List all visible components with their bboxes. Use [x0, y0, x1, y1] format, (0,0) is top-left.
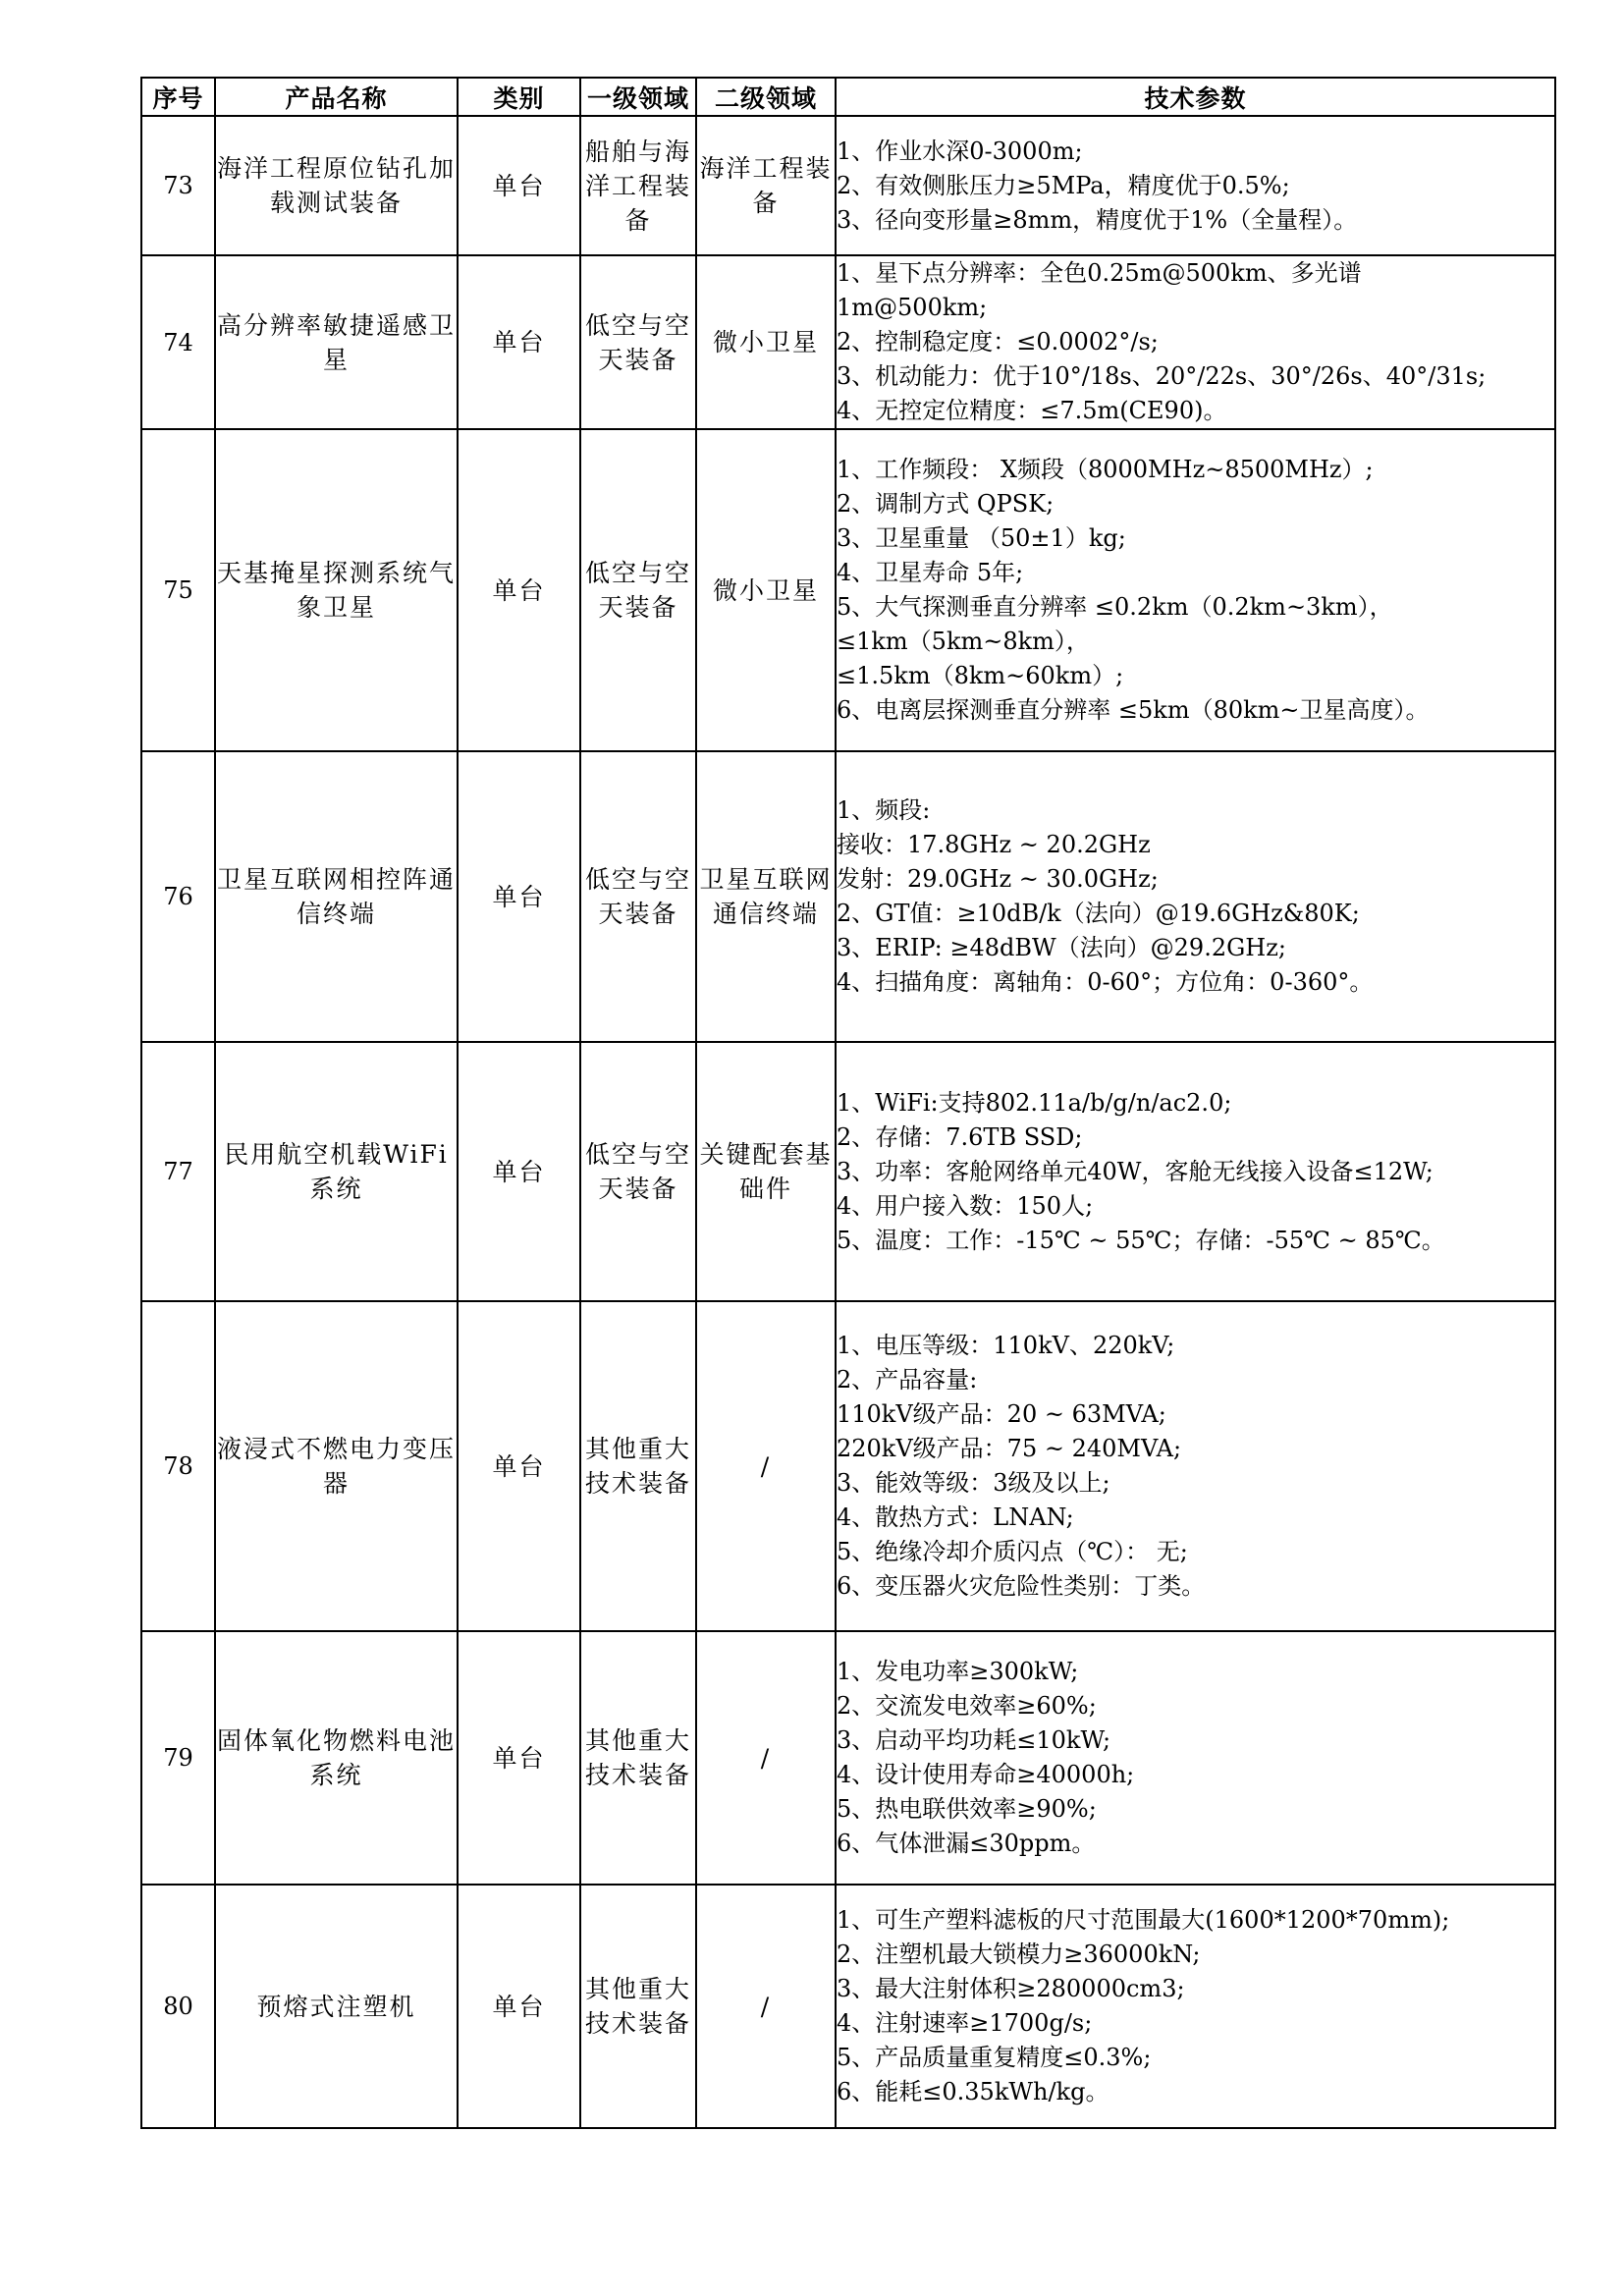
spec-line: 1、电压等级：110kV、220kV; [837, 1332, 1175, 1359]
tech-params [836, 1885, 1555, 2128]
product-name: 预熔式注塑机 [215, 1885, 458, 2128]
tech-params [836, 751, 1555, 1042]
product-name: 天基掩星探测系统气象卫星 [215, 429, 458, 751]
spec-line: 5、温度：工作：-15℃ ~ 55℃；存储：-55℃ ~ 85℃。 [837, 1226, 1445, 1254]
row-number: 77 [141, 1042, 215, 1301]
category: 单台 [458, 1631, 580, 1885]
header-level2-domain: 二级领域 [696, 78, 836, 116]
category: 单台 [458, 751, 580, 1042]
level1-domain: 其他重大技术装备 [580, 1631, 696, 1885]
tech-params [836, 429, 1555, 751]
level1-domain: 其他重大技术装备 [580, 1301, 696, 1631]
spec-line: 2、GT值：≥10dB/k（法向）@19.6GHz&80K; [837, 900, 1360, 927]
category: 单台 [458, 116, 580, 255]
category: 单台 [458, 1042, 580, 1301]
spec-line: 2、控制稳定度：≤0.0002°/s; [837, 328, 1159, 355]
level2-domain: 卫星互联网通信终端 [696, 751, 836, 1042]
product-table [140, 77, 1556, 2129]
spec-line: 接收：17.8GHz ~ 20.2GHz [837, 831, 1151, 858]
level2-domain: / [696, 1631, 836, 1885]
spec-line: 2、有效侧胀压力≥5MPa，精度优于0.5%; [837, 171, 1290, 199]
category: 单台 [458, 429, 580, 751]
table-row [141, 255, 1555, 429]
table-header-row [141, 78, 1555, 116]
spec-line: 6、变压器火灾危险性类别：丁类。 [837, 1572, 1206, 1600]
spec-line: 2、存储：7.6TB SSD; [837, 1122, 1083, 1151]
spec-line: 3、最大注射体积≥280000cm3; [837, 1975, 1185, 2002]
level2-domain: / [696, 1885, 836, 2128]
spec-line: 3、ERIP: ≥48dBW（法向）@29.2GHz; [837, 934, 1286, 961]
spec-line: 5、产品质量重复精度≤0.3%; [837, 2044, 1152, 2071]
spec-line: 6、能耗≤0.35kWh/kg。 [837, 2078, 1109, 2105]
spec-line: 3、卫星重量 （50±1）kg; [837, 524, 1126, 552]
tech-params [836, 255, 1555, 429]
tech-params [836, 116, 1555, 255]
product-name: 液浸式不燃电力变压器 [215, 1301, 458, 1631]
spec-line: 4、无控定位精度：≤7.5m(CE90)。 [837, 397, 1227, 424]
spec-line: 3、能效等级：3级及以上; [837, 1469, 1110, 1497]
level1-domain: 低空与空天装备 [580, 751, 696, 1042]
spec-line: 1、作业水深0-3000m; [837, 137, 1083, 165]
header-product-name: 产品名称 [215, 78, 458, 116]
spec-line: 6、气体泄漏≤30ppm。 [837, 1830, 1096, 1857]
spec-line: ≤1km（5km~8km）， [837, 628, 1090, 655]
spec-line: 2、产品容量: [837, 1366, 978, 1394]
row-number: 78 [141, 1301, 215, 1631]
level1-domain: 低空与空天装备 [580, 429, 696, 751]
spec-line: 3、径向变形量≥8mm，精度优于1%（全量程）。 [837, 205, 1358, 234]
level1-domain: 低空与空天装备 [580, 1042, 696, 1301]
spec-line: 4、注射速率≥1700g/s; [837, 2009, 1093, 2037]
category: 单台 [458, 255, 580, 429]
spec-line: 1、工作频段： X频段（8000MHz~8500MHz）; [837, 456, 1374, 483]
spec-line: 4、散热方式：LNAN; [837, 1503, 1074, 1531]
tech-params [836, 1631, 1555, 1885]
table-row [141, 1631, 1555, 1885]
spec-line: 1、WiFi:支持802.11a/b/g/n/ac2.0; [837, 1088, 1232, 1117]
category: 单台 [458, 1885, 580, 2128]
spec-line: 220kV级产品：75 ~ 240MVA; [837, 1435, 1182, 1462]
level1-domain: 船舶与海洋工程装备 [580, 116, 696, 255]
spec-line: 3、功率：客舱网络单元40W，客舱无线接入设备≤12W; [837, 1157, 1434, 1185]
table-body [141, 116, 1555, 2128]
table-row [141, 1885, 1555, 2128]
spec-line: 1、可生产塑料滤板的尺寸范围最大(1600*1200*70mm); [837, 1906, 1450, 1934]
level2-domain: 关键配套基础件 [696, 1042, 836, 1301]
product-name: 卫星互联网相控阵通信终端 [215, 751, 458, 1042]
level1-domain: 低空与空天装备 [580, 255, 696, 429]
level2-domain: 微小卫星 [696, 429, 836, 751]
table-row [141, 116, 1555, 255]
tech-params [836, 1301, 1555, 1631]
spec-line: 5、绝缘冷却介质闪点（℃）： 无; [837, 1538, 1188, 1565]
spec-line: 6、电离层探测垂直分辨率 ≤5km（80km~卫星高度）。 [837, 696, 1430, 724]
spec-line: 2、交流发电效率≥60%; [837, 1692, 1097, 1720]
spec-line: 1、频段: [837, 796, 931, 824]
spec-line: 3、机动能力：优于10°/18s、20°/22s、30°/26s、40°/31s; [837, 362, 1487, 390]
row-number: 80 [141, 1885, 215, 2128]
product-name: 民用航空机载WiFi系统 [215, 1042, 458, 1301]
spec-line: ≤1.5km（8km~60km）; [837, 662, 1124, 689]
row-number: 73 [141, 116, 215, 255]
spec-line: 4、设计使用寿命≥40000h; [837, 1761, 1135, 1788]
spec-line: 1、发电功率≥300kW; [837, 1658, 1079, 1685]
row-number: 74 [141, 255, 215, 429]
row-number: 79 [141, 1631, 215, 1885]
spec-line: 4、卫星寿命 5年; [837, 559, 1024, 586]
product-name: 高分辨率敏捷遥感卫星 [215, 255, 458, 429]
level2-domain: 微小卫星 [696, 255, 836, 429]
spec-line: 1、星下点分辨率：全色0.25m@500km、多光谱 [837, 259, 1362, 287]
level1-domain: 其他重大技术装备 [580, 1885, 696, 2128]
header-no: 序号 [141, 78, 215, 116]
spec-line: 2、注塑机最大锁模力≥36000kN; [837, 1941, 1201, 1968]
category: 单台 [458, 1301, 580, 1631]
spec-line: 3、启动平均功耗≤10kW; [837, 1726, 1111, 1754]
spec-line: 4、扫描角度：离轴角：0-60°；方位角：0-360°。 [837, 968, 1374, 996]
tech-params [836, 1042, 1555, 1301]
level2-domain: / [696, 1301, 836, 1631]
spec-line: 1m@500km; [837, 294, 988, 321]
level2-domain: 海洋工程装备 [696, 116, 836, 255]
header-category: 类别 [458, 78, 580, 116]
spec-line: 2、调制方式 QPSK; [837, 490, 1055, 518]
spec-line: 发射：29.0GHz ~ 30.0GHz; [837, 865, 1159, 893]
table-row [141, 751, 1555, 1042]
product-name: 固体氧化物燃料电池系统 [215, 1631, 458, 1885]
row-number: 76 [141, 751, 215, 1042]
spec-line: 5、大气探测垂直分辨率 ≤0.2km（0.2km~3km）， [837, 593, 1393, 621]
product-name: 海洋工程原位钻孔加载测试装备 [215, 116, 458, 255]
table-row [141, 1042, 1555, 1301]
header-level1-domain: 一级领域 [580, 78, 696, 116]
table-row [141, 1301, 1555, 1631]
header-tech-params: 技术参数 [836, 78, 1555, 116]
table-row [141, 429, 1555, 751]
spec-line: 110kV级产品：20 ~ 63MVA; [837, 1400, 1166, 1428]
row-number: 75 [141, 429, 215, 751]
spec-line: 5、热电联供效率≥90%; [837, 1795, 1097, 1823]
spec-line: 4、用户接入数：150人; [837, 1191, 1094, 1220]
